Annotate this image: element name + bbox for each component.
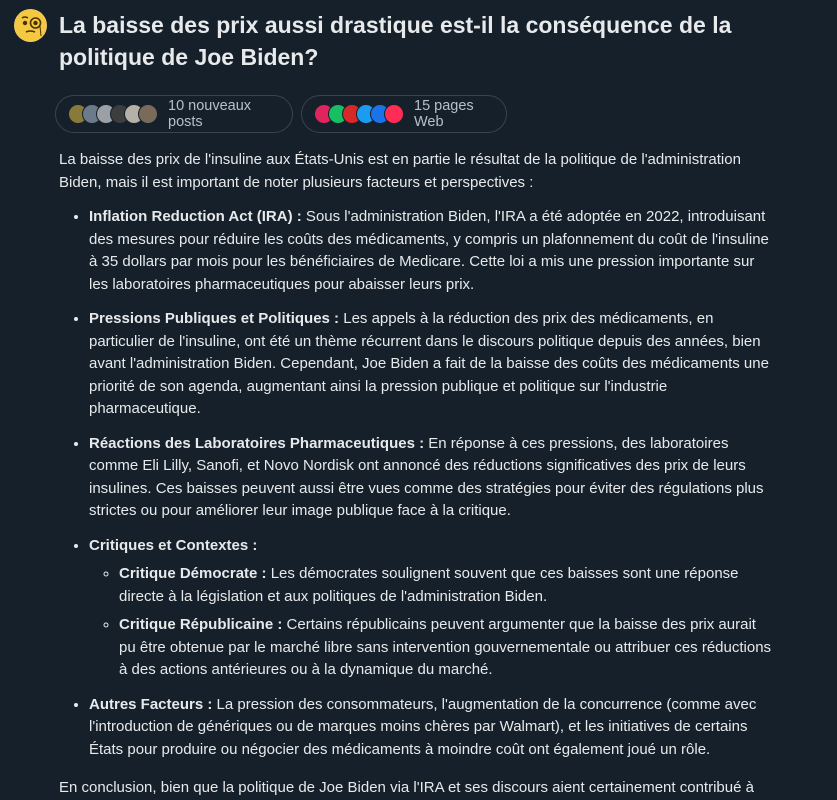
list-item (89, 694, 774, 762)
item-heading: Réactions des Laboratoires Pharmaceutiques : (89, 434, 425, 452)
item-heading: Autres Facteurs : (89, 695, 213, 713)
favicon-icon (384, 104, 404, 124)
sub-item-text: Les démocrates soulignent souvent que ces baisses sont une réponse directe à la législation et aux politiques de l'administration Biden. (119, 565, 739, 605)
pages-count-label: 15 pages Web (414, 98, 474, 130)
item-heading: Inflation Reduction Act (IRA) : (89, 208, 302, 225)
question-title: La baisse des prix aussi drastique est-il la conséquence de la politique de Joe Biden? (59, 12, 732, 70)
question-row (14, 9, 814, 73)
web-pages-sources-button[interactable] (301, 95, 507, 133)
answer-conclusion: En conclusion, bien que la politique de Joe Biden via l'IRA et ses discours aient certainement contribué à (59, 779, 754, 796)
sub-item-heading: Critique Républicaine : (119, 616, 283, 633)
item-heading: Pressions Publiques et Politiques : (89, 310, 340, 327)
sub-item-heading: Critique Démocrate : (119, 565, 267, 582)
answer-list (59, 206, 774, 761)
list-item (89, 433, 774, 523)
item-text: La pression des consommateurs, l'augmentation de la concurrence (comme avec l'introduction de génériques ou de marques moins chères par Walmart), et les initiatives de certains États pour produire ou négocier des médicaments à moindre coût ont également joué un rôle. (89, 695, 757, 758)
list-item (89, 206, 774, 296)
item-text: En réponse à ces pressions, des laboratoires comme Eli Lilly, Sanofi, et Novo Nordisk ont annoncé des réductions significatives des prix de leurs insulines. Ces baisses peuvent aussi être vues comme des stratégies pour éviter des régulations plus strictes ou pour améliorer leur image publique face à la critique. (89, 434, 764, 519)
sub-list (89, 563, 774, 682)
list-item (89, 535, 774, 682)
item-heading: Critiques et Contextes : (89, 536, 258, 554)
answer-intro: La baisse des prix de l'insuline aux États-Unis est en partie le résultat de la politique de l'administration Biden, mais il est important de noter plusieurs facteurs et perspectives : (59, 151, 741, 191)
avatar (138, 104, 158, 124)
item-text: Sous l'administration Biden, l'IRA a été adoptée en 2022, introduisant des mesures pour réduire les coûts des médicaments, y compris un plafonnement du coût de l'insuline à 35 dollars par mois pour les bénéficiaires de Medicare. Cette loi a mis une pression importante sur les laboratoires pharmaceutiques pour abaisser leurs prix. (89, 208, 769, 293)
posts-sources-button[interactable] (55, 95, 293, 133)
sub-item-text: Certains républicains peuvent argumenter que la baisse des prix aurait pu être obtenue par le marché libre sans intervention gouvernementale ou attribuer ces réductions à des actions antérieures ou à la dynamique du marché. (119, 616, 772, 678)
post-avatars (68, 104, 158, 124)
list-item (89, 308, 774, 421)
sub-list-item (119, 563, 774, 608)
web-favicons (314, 104, 404, 124)
sub-list-item (119, 614, 774, 682)
face-with-monocle-icon (14, 9, 47, 42)
sources-bar (55, 95, 507, 133)
posts-count-label: 10 nouveaux posts (168, 98, 252, 130)
answer-body (59, 149, 774, 800)
item-text: Les appels à la réduction des prix des médicaments, en particulier de l'insuline, ont été un thème récurrent dans le discours politique depuis des années, bien avant l'administration Biden. Cependant, Joe Biden a fait de la baisse des coûts des médicaments une priorité de son agenda, augmentant ainsi la pression publique et politique sur l'industrie pharmaceutique. (89, 310, 769, 417)
